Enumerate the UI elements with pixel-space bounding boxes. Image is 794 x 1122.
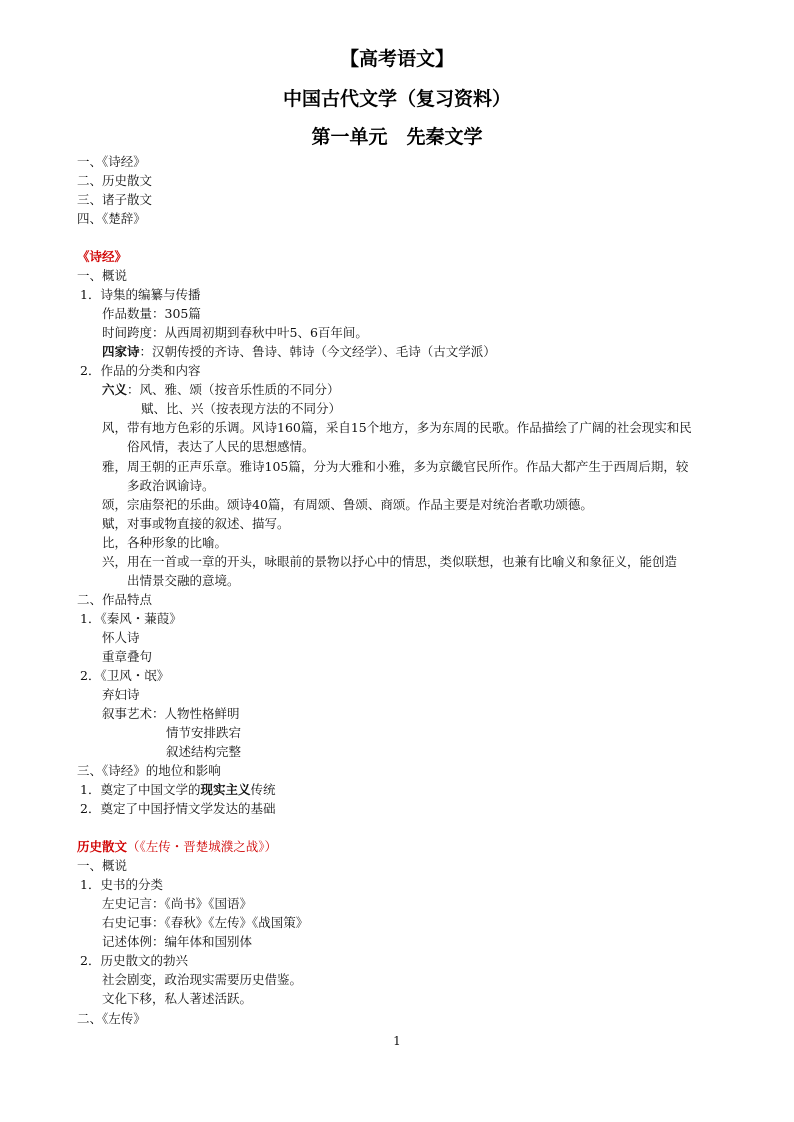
page-number: 1 — [393, 1034, 401, 1048]
doc-title-unit: 第一单元 先秦文学 — [311, 126, 483, 148]
text-line: 出情景交融的意境。 — [127, 573, 240, 588]
text-line: 情节安排跌宕 — [166, 725, 242, 740]
text-line: 赋，对事或物直接的叙述、描写。 — [102, 516, 290, 531]
text-line: 风，带有地方色彩的乐调。风诗160篇，采自15个地方，多为东周的民歌。作品描绘了广阔的社会现实和民 — [102, 420, 692, 435]
subheading: 二、《左传》 — [77, 1011, 146, 1026]
liuyi-text: ：风、雅、颂（按音乐性质的不同分） — [127, 382, 340, 397]
lishi-title: 历史散文 — [77, 839, 128, 854]
text-line: 多政治讽谕诗。 — [127, 478, 215, 493]
doc-title-main: 中国古代文学（复习资料） — [282, 88, 511, 110]
list-item: 2．作品的分类和内容 — [80, 363, 201, 378]
subheading: 一、概说 — [77, 858, 128, 873]
sijia-label: 四家诗 — [102, 344, 140, 359]
text-line: 颂，宗庙祭祀的乐曲。颂诗40篇，有周颂、鲁颂、商颂。作品主要是对统治者歌功颂德。 — [102, 497, 593, 512]
list-item — [80, 780, 276, 799]
text-line — [102, 380, 340, 399]
text-line: 文化下移，私人著述活跃。 — [102, 991, 253, 1006]
text-line: 左史记言：《尚书》《国语》 — [102, 896, 253, 911]
toc-item-1: 一、《诗经》 — [77, 154, 146, 169]
subheading: 二、作品特点 — [77, 592, 153, 607]
subheading: 一、概说 — [77, 268, 128, 283]
text-line: 叙事艺术：人物性格鲜明 — [102, 706, 240, 721]
text-line: 记述体例：编年体和国别体 — [102, 934, 253, 949]
section-heading-lishi — [77, 837, 277, 856]
text-line — [102, 342, 496, 361]
section-heading-shijing: 《诗经》 — [77, 249, 128, 264]
text-line: 俗风情，表达了人民的思想感情。 — [127, 439, 315, 454]
toc-item-2: 二、历史散文 — [77, 173, 153, 188]
emphasis-realism: 现实主义 — [200, 782, 251, 797]
text-line: 作品数量：305篇 — [102, 306, 201, 321]
text-part: 1．奠定了中国文学的 — [80, 782, 201, 797]
text-part: 传统 — [250, 782, 276, 797]
text-line: 弃妇诗 — [102, 687, 140, 702]
text-line: 社会剧变，政治现实需要历史借鉴。 — [102, 972, 303, 987]
text-line: 雅，周王朝的正声乐章。雅诗105篇，分为大雅和小雅，多为京畿官民所作。作品大都产生于西周后期，较 — [102, 459, 689, 474]
text-line: 右史记事：《春秋》《左传》《战国策》 — [102, 915, 309, 930]
list-item: 1．《秦风・蒹葭》 — [80, 611, 182, 626]
toc-item-3: 三、诸子散文 — [77, 192, 153, 207]
list-item: 2．历史散文的勃兴 — [80, 953, 188, 968]
sijia-text: ：汉朝传授的齐诗、鲁诗、韩诗（今文经学）、毛诗（古文学派） — [139, 344, 496, 359]
subheading: 三、《诗经》的地位和影响 — [77, 763, 221, 778]
doc-title-subject: 【高考语文】 — [339, 48, 454, 70]
list-item: 2．《卫风・氓》 — [80, 668, 170, 683]
list-item: 1．史书的分类 — [80, 877, 163, 892]
text-line: 重章叠句 — [102, 649, 153, 664]
list-item: 1．诗集的编纂与传播 — [80, 287, 201, 302]
lishi-subtitle: （《左传・晋楚城濮之战》） — [127, 839, 278, 854]
text-line: 怀人诗 — [102, 630, 140, 645]
toc-item-4: 四、《楚辞》 — [77, 211, 146, 226]
text-line: 叙述结构完整 — [166, 744, 242, 759]
list-item: 2．奠定了中国抒情文学发达的基础 — [80, 801, 276, 816]
text-line: 兴，用在一首或一章的开头，咏眼前的景物以抒心中的情思，类似联想，也兼有比喻义和象征义，能创造 — [102, 554, 678, 569]
liuyi-label: 六义 — [102, 382, 128, 397]
text-line: 赋、比、兴（按表现方法的不同分） — [141, 401, 342, 416]
text-line: 比，各种形象的比喻。 — [102, 535, 228, 550]
text-line: 时间跨度：从西周初期到春秋中叶5、6百年间。 — [102, 325, 368, 340]
